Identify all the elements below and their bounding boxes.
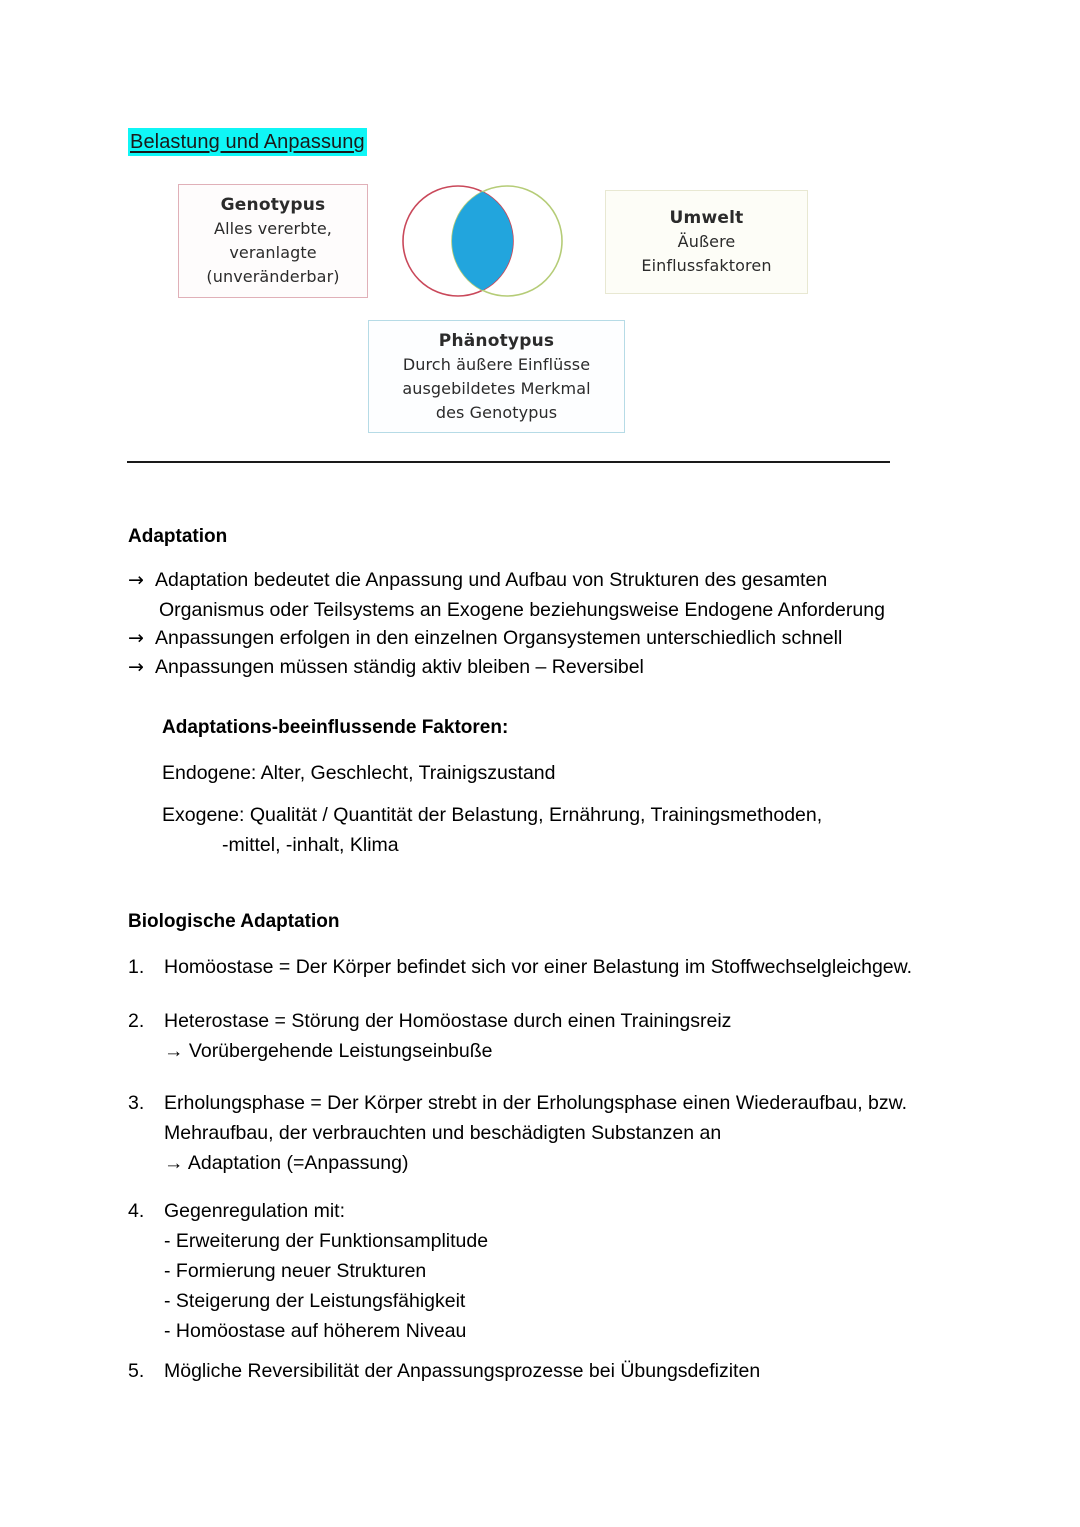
factors-exogene-line-1: Exogene: Qualität / Quantität der Belastung, Ernährung, Trainingsmethoden,: [162, 804, 823, 826]
umwelt-line-1: Äußere: [677, 232, 736, 251]
biological-item-5: [128, 1356, 1028, 1386]
factors-exogene: [162, 800, 1022, 860]
biological-item-2-line-1: Heterostase = Störung der Homöostase durch einen Trainingsreiz: [164, 1010, 732, 1032]
biological-item-2: [128, 1006, 1028, 1066]
biological-item-4-line-1: Gegenregulation mit:: [164, 1200, 346, 1222]
genotypus-heading: Genotypus: [220, 195, 326, 215]
factors-endogene: Endogene: Alter, Geschlecht, Trainigszustand: [162, 762, 556, 784]
list-number: 4.: [128, 1200, 145, 1222]
adaptation-bullet-3: [128, 652, 1008, 682]
section-divider: [127, 461, 890, 463]
arrow-icon: →: [128, 627, 144, 649]
diagram-box-phaenotypus: [368, 320, 625, 433]
heading-adaptation: Adaptation: [128, 526, 228, 547]
adaptation-bullet-2-line-1: Anpassungen erfolgen in den einzelnen Organsystemen unterschiedlich schnell: [155, 627, 843, 649]
biological-item-1-line-1: Homöostase = Der Körper befindet sich vor einer Belastung im Stoffwechselgleichgew.: [164, 956, 913, 978]
phaenotypus-line-2: ausgebildetes Merkmal: [402, 378, 591, 398]
adaptation-bullet-3-line-1: Anpassungen müssen ständig aktiv bleiben – Reversibel: [155, 656, 644, 678]
heading-influencing-factors: Adaptations-beeinflussende Faktoren:: [162, 717, 509, 738]
adaptation-bullet-1: [128, 565, 1008, 625]
biological-item-4-dash-4: - Homöostase auf höherem Niveau: [164, 1320, 467, 1342]
biological-item-2-sub: → Vorübergehende Leistungseinbuße: [164, 1040, 493, 1062]
phaenotypus-heading: Phänotypus: [438, 330, 555, 351]
list-number: 1.: [128, 956, 145, 978]
biological-item-1: [128, 952, 1028, 982]
page-title: Belastung und Anpassung: [128, 128, 367, 156]
phaenotypus-line-1: Durch äußere Einflüsse: [402, 354, 591, 374]
biological-item-4: [128, 1196, 1028, 1346]
arrow-icon: →: [128, 656, 144, 678]
factors-exogene-line-2: -mittel, -inhalt, Klima: [222, 834, 399, 856]
genotype-phenotype-diagram: [0, 0, 1080, 470]
adaptation-bullet-2: [128, 623, 1008, 653]
diagram-box-umwelt: [605, 190, 808, 294]
arrow-icon: →: [128, 569, 144, 591]
biological-item-4-dash-1: - Erweiterung der Funktionsamplitude: [164, 1230, 489, 1252]
phaenotypus-line-3: des Genotypus: [435, 402, 558, 422]
umwelt-heading: Umwelt: [669, 208, 744, 228]
adaptation-bullet-1-line-1: Adaptation bedeutet die Anpassung und Aufbau von Strukturen des gesamten: [155, 569, 828, 591]
biological-item-3-line-1: Erholungsphase = Der Körper strebt in der Erholungsphase einen Wiederaufbau, bzw.: [164, 1092, 908, 1114]
biological-item-3-sub: → Adaptation (=Anpassung): [164, 1152, 409, 1174]
biological-item-5-line-1: Mögliche Reversibilität der Anpassungsprozesse bei Übungsdefiziten: [164, 1360, 761, 1382]
genotypus-line-1: Alles vererbte,: [214, 219, 332, 238]
list-number: 3.: [128, 1092, 145, 1114]
genotypus-line-3: (unveränderbar): [206, 267, 340, 286]
biological-item-3: [128, 1088, 1028, 1178]
heading-biological-adaptation: Biologische Adaptation: [128, 911, 340, 932]
biological-item-3-line-2: Mehraufbau, der verbrauchten und beschädigten Substanzen an: [164, 1122, 722, 1144]
biological-item-4-dash-2: - Formierung neuer Strukturen: [164, 1260, 427, 1282]
venn-diagram-icon: [400, 182, 565, 300]
umwelt-line-2: Einflussfaktoren: [641, 256, 772, 275]
genotypus-line-2: veranlagte: [229, 243, 317, 262]
list-number: 2.: [128, 1010, 145, 1032]
list-number: 5.: [128, 1360, 145, 1382]
adaptation-bullet-1-line-2: Organismus oder Teilsystems an Exogene beziehungsweise Endogene Anforderung: [159, 599, 885, 621]
diagram-box-genotypus: [178, 184, 368, 298]
biological-item-4-dash-3: - Steigerung der Leistungsfähigkeit: [164, 1290, 466, 1312]
